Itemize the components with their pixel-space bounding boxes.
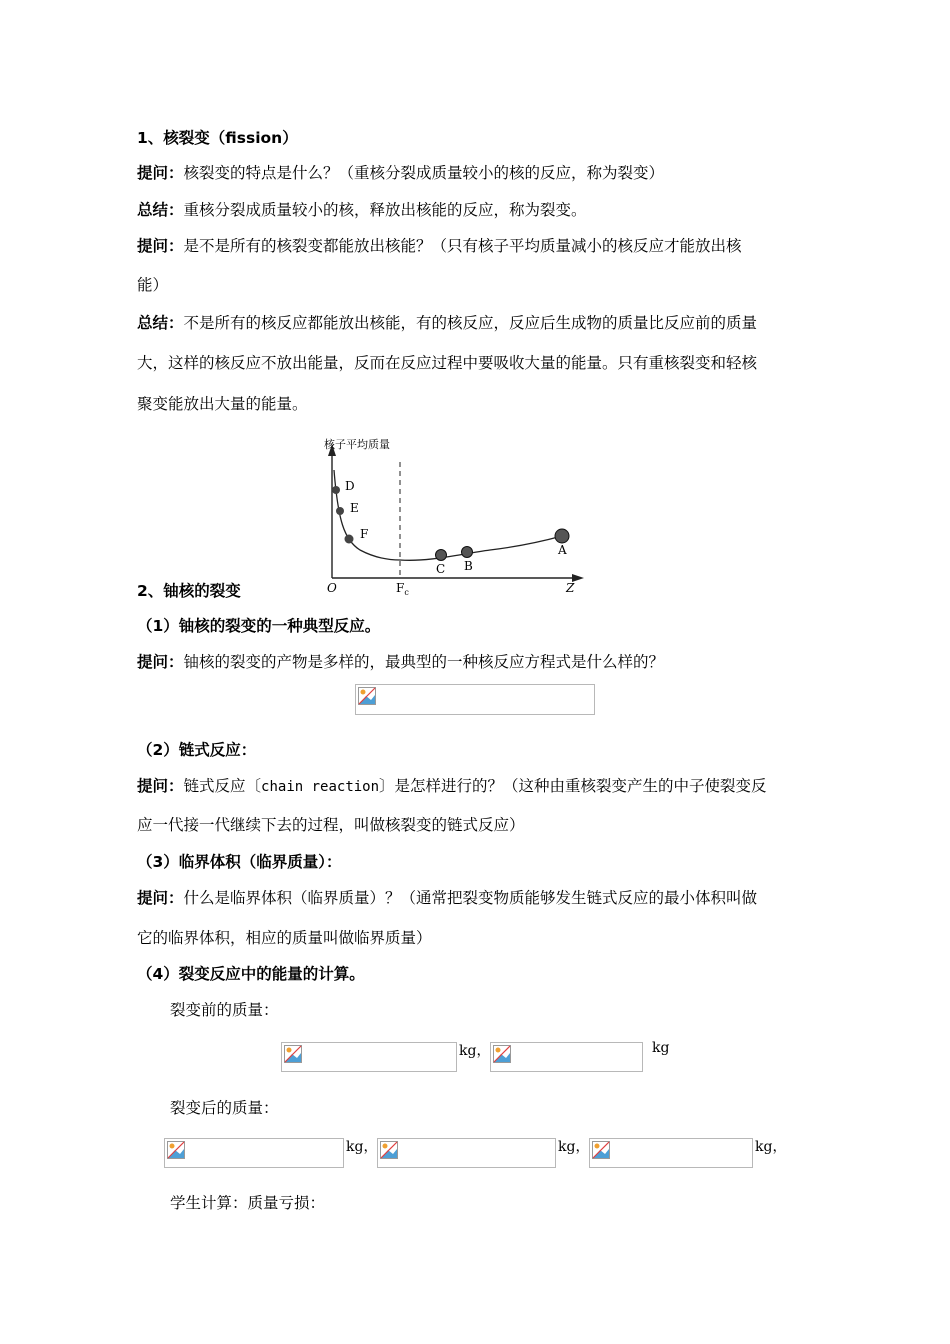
- summary-text: 重核分裂成质量较小的核，释放出核能的反应，称为裂变。: [183, 201, 587, 219]
- summary-label: 总结：: [137, 201, 184, 219]
- label-b: B: [464, 559, 473, 573]
- x-axis-label: Z: [566, 581, 575, 595]
- question-text: 铀核的裂变的产物是多样的，最典型的一种核反应方程式是什么样的？: [183, 653, 665, 671]
- unit-kg: kg，: [459, 1043, 491, 1059]
- point-d: [332, 486, 340, 494]
- section-2-title: 2、铀核的裂变: [137, 582, 241, 600]
- origin-label: O: [327, 581, 337, 595]
- summary-label: 总结：: [137, 314, 184, 332]
- fc-label-sub: c: [404, 588, 409, 596]
- question-text: 什么是临界体积（临界质量）？（通常把裂变物质能够发生链式反应的最小体积叫做: [183, 889, 758, 907]
- subsection-4-title: （4）裂变反应中的能量的计算。: [137, 965, 365, 983]
- unit-kg: kg，: [346, 1139, 378, 1155]
- point-c: [436, 550, 447, 561]
- point-b: [462, 547, 473, 558]
- unit-kg: kg，: [558, 1139, 590, 1155]
- question-3: [137, 652, 664, 672]
- question-label: 提问：: [137, 653, 184, 671]
- before-mass-image-2: [490, 1042, 643, 1072]
- question-label: 提问：: [137, 777, 184, 795]
- unit-kg: kg，: [755, 1139, 787, 1155]
- broken-image-icon: [493, 1045, 511, 1063]
- broken-image-icon: [592, 1141, 610, 1159]
- question-text-rest: 〕是怎样进行的？（这种由重核裂变产生的中子使裂变反: [379, 777, 767, 795]
- question-2: [137, 236, 742, 256]
- point-a: [555, 529, 569, 543]
- section-1-title: 1、核裂变（fission）: [137, 129, 298, 147]
- question-5: [137, 888, 757, 908]
- question-label: 提问：: [137, 889, 184, 907]
- question-5-cont: 它的临界体积，相应的质量叫做临界质量）: [137, 929, 432, 947]
- before-mass-label: 裂变前的质量：: [170, 1001, 279, 1019]
- label-c: C: [436, 562, 446, 576]
- question-4: [137, 776, 767, 797]
- reaction-equation-image: [355, 684, 595, 715]
- label-a: A: [558, 543, 567, 557]
- after-mass-image-3: [589, 1138, 753, 1168]
- label-d: D: [345, 479, 355, 493]
- point-e: [336, 507, 344, 515]
- broken-image-icon: [167, 1141, 185, 1159]
- label-e: E: [350, 501, 359, 515]
- broken-image-icon: [380, 1141, 398, 1159]
- after-mass-image-1: [164, 1138, 344, 1168]
- after-mass-image-2: [377, 1138, 556, 1168]
- y-axis-label: 核子平均质量: [324, 438, 390, 451]
- summary-1: [137, 200, 587, 220]
- summary-2-cont-1: 大，这样的核反应不放出能量，反而在反应过程中要吸收大量的能量。只有重核裂变和轻核: [137, 354, 758, 372]
- question-term: chain reaction: [261, 779, 380, 795]
- unit-kg: kg: [652, 1040, 670, 1056]
- question-label: 提问：: [137, 164, 184, 182]
- student-calc-label: 学生计算：质量亏损：: [170, 1194, 326, 1212]
- question-4-cont: 应一代接一代继续下去的过程，叫做核裂变的链式反应）: [137, 816, 525, 834]
- subsection-2-title: （2）链式反应：: [137, 741, 257, 759]
- question-text: 链式反应〔: [183, 777, 262, 795]
- subsection-3-title: （3）临界体积（临界质量）：: [137, 853, 342, 871]
- fc-label: [396, 581, 409, 596]
- broken-image-icon: [284, 1045, 302, 1063]
- broken-image-icon: [358, 687, 376, 705]
- summary-text: 不是所有的核反应都能放出核能，有的核反应，反应后生成物的质量比反应前的质量: [183, 314, 758, 332]
- question-2-cont: 能）: [137, 276, 169, 294]
- fc-label-main: F: [396, 581, 405, 595]
- summary-2-cont-2: 聚变能放出大量的能量。: [137, 395, 308, 413]
- question-1: [137, 163, 664, 183]
- question-text: 核裂变的特点是什么？（重核分裂成质量较小的核的反应，称为裂变）: [183, 164, 665, 182]
- summary-2: [137, 313, 757, 333]
- subsection-1-title: （1）铀核的裂变的一种典型反应。: [137, 617, 381, 635]
- nucleon-mass-chart: [300, 430, 600, 596]
- label-f: F: [360, 527, 369, 541]
- question-label: 提问：: [137, 237, 184, 255]
- question-text: 是不是所有的核裂变都能放出核能？（只有核子平均质量减小的核反应才能放出核: [183, 237, 742, 255]
- after-mass-label: 裂变后的质量：: [170, 1099, 279, 1117]
- before-mass-image-1: [281, 1042, 457, 1072]
- mass-curve: [334, 470, 562, 560]
- point-f: [345, 535, 354, 544]
